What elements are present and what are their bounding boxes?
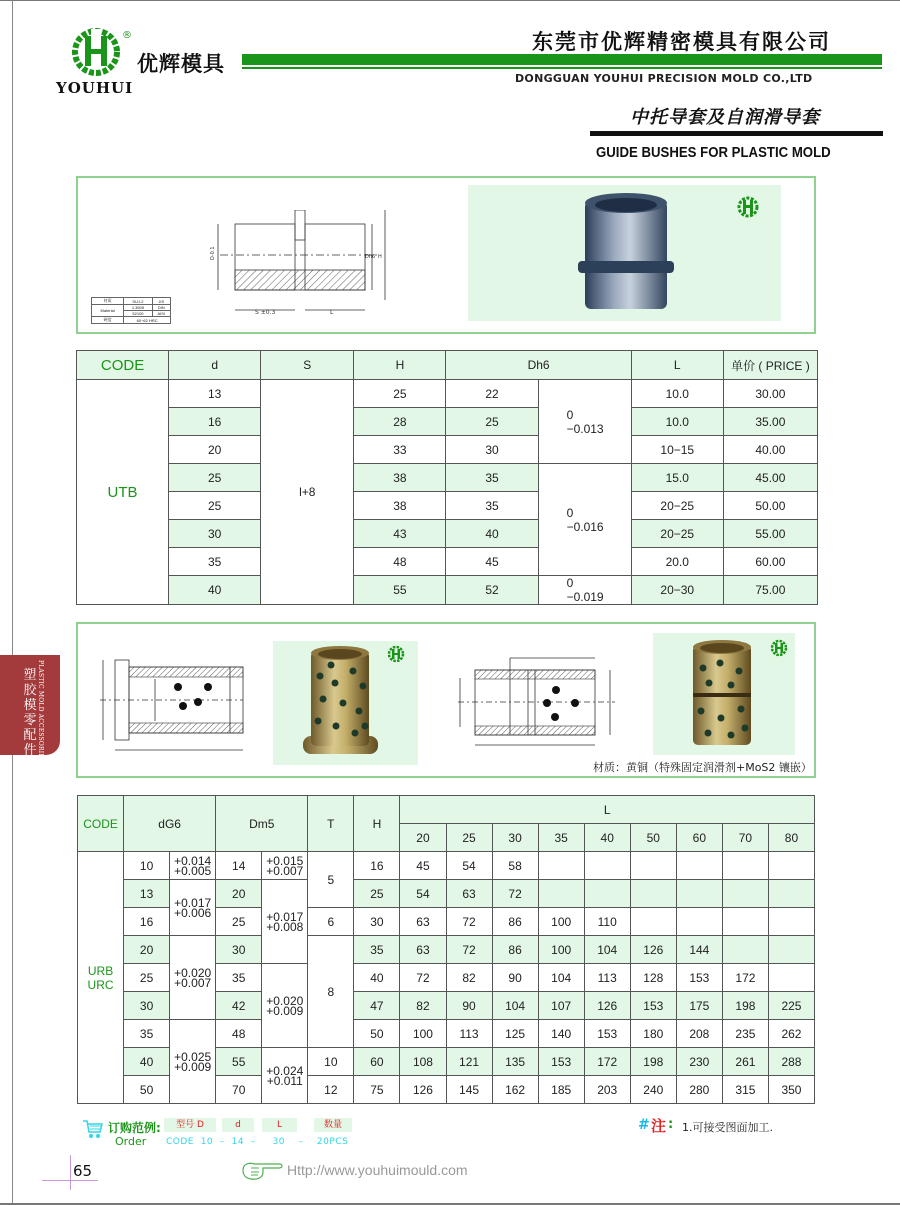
cell-h: 60 xyxy=(354,1048,400,1076)
cell-d: 40 xyxy=(124,1048,170,1076)
cell-price: 75.00 xyxy=(723,576,817,605)
cell-dm5: 55 xyxy=(216,1048,262,1076)
order-chip-qty: 数量 xyxy=(314,1118,352,1132)
urb-technical-drawing xyxy=(95,655,250,755)
cell-h: 55 xyxy=(354,576,446,605)
cell-d: 30 xyxy=(124,992,170,1020)
cell-l: 20.0 xyxy=(631,548,723,576)
website-url[interactable]: Http://www.youhuimould.com xyxy=(287,1162,468,1178)
cell-dh6-tol: 0 −0.016 xyxy=(538,464,631,576)
table-row: 35 +0.025 +0.009 48 50 100 113 125 140 153 180 208 235 262 xyxy=(78,1020,815,1048)
steel-bushing-image xyxy=(468,185,781,321)
cell-d: 20 xyxy=(169,436,261,464)
note-text: 1.可接受图面加工. xyxy=(682,1121,773,1134)
cell-h: 50 xyxy=(354,1020,400,1048)
header-divider xyxy=(242,54,882,65)
cell-l: 20−25 xyxy=(631,492,723,520)
cell-l: 20−30 xyxy=(631,576,723,605)
header-divider-thin xyxy=(242,67,882,69)
cell-h: 25 xyxy=(354,380,446,408)
cell-dh6-tol: 0 −0.019 xyxy=(538,576,631,605)
cell-dh6: 30 xyxy=(446,436,538,464)
cell-d: 50 xyxy=(124,1076,170,1104)
cell-dh6-tol: 0 −0.013 xyxy=(538,380,631,464)
cell-dm5: 25 xyxy=(216,908,262,936)
cell-dm5: 35 xyxy=(216,964,262,992)
pointing-hand-icon xyxy=(241,1160,285,1182)
cell-s: l+8 xyxy=(261,380,354,605)
col-h: H xyxy=(354,796,400,852)
cell-dm5-tol: +0.017 +0.008 xyxy=(262,880,308,964)
cell-dm5: 48 xyxy=(216,1020,262,1048)
table-row: 16 25 6 30 63 72 86 100 110 xyxy=(78,908,815,936)
cell-h: 35 xyxy=(354,936,400,964)
table-row xyxy=(77,548,818,576)
cell-d: 35 xyxy=(169,548,261,576)
cell-dm5: 70 xyxy=(216,1076,262,1104)
table-row xyxy=(77,380,818,408)
table-row: 50 70 12 75 126 145 162 185 203 240 280 315 350 xyxy=(78,1076,815,1104)
col-l-value: 30 xyxy=(492,824,538,852)
order-example-label-cn: 订购范例: xyxy=(108,1121,161,1135)
page-number: 65 xyxy=(73,1162,93,1180)
cell-l: 10.0 xyxy=(631,380,723,408)
cell-d: 10 xyxy=(124,852,170,880)
col-l: L xyxy=(400,796,815,824)
table-row: 40 55 +0.024 +0.011 10 60 108 121 135 153 172 198 230 261 288 xyxy=(78,1048,815,1076)
col-l-value: 35 xyxy=(538,824,584,852)
table-row: 25 35 +0.020 +0.009 40 72 82 90 104 113 128 153 172 xyxy=(78,964,815,992)
material-spec-table: 材质 SUJ-2 JIS Material 1.3505 DIN 52100 AISI 硬度 60~62 HRC xyxy=(91,297,171,324)
cell-d-tol: +0.025 +0.009 xyxy=(170,1020,216,1104)
cell-dm5: 14 xyxy=(216,852,262,880)
col-dg6: dG6 xyxy=(124,796,216,852)
code-utb: UTB xyxy=(77,380,169,605)
cell-d: 13 xyxy=(124,880,170,908)
cell-d: 25 xyxy=(169,492,261,520)
cell-dh6: 52 xyxy=(446,576,538,605)
cell-d: 20 xyxy=(124,936,170,964)
cell-h: 25 xyxy=(354,880,400,908)
order-chip-l: L xyxy=(262,1118,297,1132)
svg-text:S ±0.3: S ±0.3 xyxy=(255,309,276,316)
svg-text:H: H xyxy=(378,254,382,260)
cell-t: 8 xyxy=(308,936,354,1048)
order-chip-d: d xyxy=(222,1118,254,1132)
cell-h: 48 xyxy=(354,548,446,576)
table-row xyxy=(77,520,818,548)
col-dh6: Dh6 xyxy=(446,351,631,380)
col-l-value: 70 xyxy=(722,824,768,852)
cell-dh6: 40 xyxy=(446,520,538,548)
flanged-bronze-bushing-image xyxy=(273,641,418,765)
col-l-value: 25 xyxy=(446,824,492,852)
table-row xyxy=(77,576,818,605)
cell-price: 45.00 xyxy=(723,464,817,492)
page-title-en: GUIDE BUSHES FOR PLASTIC MOLD xyxy=(596,144,831,161)
col-l-value: 20 xyxy=(400,824,446,852)
title-divider xyxy=(590,131,883,136)
cell-h: 47 xyxy=(354,992,400,1020)
cell-dm5-tol: +0.024 +0.011 xyxy=(262,1048,308,1104)
cell-d: 13 xyxy=(169,380,261,408)
svg-text:®: ® xyxy=(122,30,132,41)
cell-d: 30 xyxy=(169,520,261,548)
urc-technical-drawing xyxy=(450,650,640,750)
straight-bronze-bushing-image xyxy=(653,633,795,755)
category-label-cn: 塑胶模零配件 xyxy=(23,668,37,758)
table-row: 30 42 47 82 90 104 107 126 153 175 198 225 xyxy=(78,992,815,1020)
table-row xyxy=(77,408,818,436)
svg-text:L: L xyxy=(330,309,334,316)
utb-product-photo xyxy=(468,185,781,321)
urc-product-photo xyxy=(653,633,795,755)
top-border xyxy=(0,0,900,1)
cell-dm5-tol: +0.015 +0.007 xyxy=(262,852,308,880)
note-hash: # xyxy=(638,1117,650,1133)
table-row: URB URC 10 +0.014 +0.005 14 +0.015 +0.007 5 16 45 54 58 xyxy=(78,852,815,880)
col-t: T xyxy=(308,796,354,852)
cell-h: 38 xyxy=(354,464,446,492)
company-name-en: DONGGUAN YOUHUI PRECISION MOLD CO.,LTD xyxy=(515,72,813,85)
col-l-value: 40 xyxy=(584,824,630,852)
col-l-value: 60 xyxy=(676,824,722,852)
cell-l: 10−15 xyxy=(631,436,723,464)
svg-text:Dh6: Dh6 xyxy=(365,254,376,260)
cell-dm5-tol: +0.020 +0.009 xyxy=(262,964,308,1048)
cell-h: 30 xyxy=(354,908,400,936)
cell-d-tol: +0.020 +0.007 xyxy=(170,936,216,1020)
cell-dm5: 42 xyxy=(216,992,262,1020)
note-title: 注 xyxy=(651,1117,667,1135)
cell-d: 25 xyxy=(169,464,261,492)
cell-h: 75 xyxy=(354,1076,400,1104)
order-chip-model: 型号 D xyxy=(164,1118,216,1132)
svg-text:D-0.1: D-0.1 xyxy=(210,246,216,260)
utb-technical-drawing xyxy=(210,210,390,320)
company-name-cn: 东莞市优辉精密模具有限公司 xyxy=(532,30,831,54)
order-example-label-en: Order xyxy=(115,1135,147,1148)
cell-h: 38 xyxy=(354,492,446,520)
page-number-rule-vertical xyxy=(70,1155,71,1190)
urb-product-photo xyxy=(273,641,418,765)
cell-dh6: 22 xyxy=(446,380,538,408)
cell-d: 25 xyxy=(124,964,170,992)
code-urb-urc: URB URC xyxy=(78,852,124,1104)
table-row: 20 +0.020 +0.007 30 8 35 63 72 86 100 104 126 144 xyxy=(78,936,815,964)
cell-d: 16 xyxy=(124,908,170,936)
cell-dh6: 45 xyxy=(446,548,538,576)
table-row xyxy=(77,464,818,492)
col-dm5: Dm5 xyxy=(216,796,308,852)
cell-dh6: 25 xyxy=(446,408,538,436)
cell-dh6: 35 xyxy=(446,464,538,492)
cell-h: 43 xyxy=(354,520,446,548)
cell-t: 12 xyxy=(308,1076,354,1104)
cell-l: 20−25 xyxy=(631,520,723,548)
col-price: 单价 ( PRICE ) xyxy=(723,351,817,380)
cell-price: 40.00 xyxy=(723,436,817,464)
cell-l: 15.0 xyxy=(631,464,723,492)
col-d: d xyxy=(169,351,261,380)
cell-h: 16 xyxy=(354,852,400,880)
cell-d: 16 xyxy=(169,408,261,436)
table-row xyxy=(77,436,818,464)
cell-dm5: 20 xyxy=(216,880,262,908)
cell-h: 33 xyxy=(354,436,446,464)
table-row: 13 +0.017 +0.006 20 +0.017 +0.008 25 54 63 72 xyxy=(78,880,815,908)
col-code: CODE xyxy=(78,796,124,852)
material-note: 材质：黄铜（特殊固定润滑剂+MoS2 镶嵌） xyxy=(593,761,812,774)
left-border xyxy=(12,0,13,1205)
cell-price: 50.00 xyxy=(723,492,817,520)
cell-l: 10.0 xyxy=(631,408,723,436)
urb-urc-spec-table xyxy=(77,795,815,1104)
cell-d-tol: +0.014 +0.005 xyxy=(170,852,216,880)
cell-t: 10 xyxy=(308,1048,354,1076)
cell-price: 35.00 xyxy=(723,408,817,436)
col-l: L xyxy=(631,351,723,380)
note-colon: : xyxy=(668,1117,674,1132)
cell-h: 40 xyxy=(354,964,400,992)
cell-price: 55.00 xyxy=(723,520,817,548)
col-s: S xyxy=(261,351,354,380)
cell-d: 35 xyxy=(124,1020,170,1048)
brand-name-en: YOUHUI xyxy=(56,79,134,97)
cell-price: 60.00 xyxy=(723,548,817,576)
col-h: H xyxy=(354,351,446,380)
cell-t: 5 xyxy=(308,852,354,908)
col-l-value: 80 xyxy=(768,824,814,852)
cell-price: 30.00 xyxy=(723,380,817,408)
utb-spec-table xyxy=(76,350,818,605)
category-label-en: PLASTIC MOLD ACCESSORIES xyxy=(37,660,44,763)
cell-dm5: 30 xyxy=(216,936,262,964)
col-l-value: 50 xyxy=(630,824,676,852)
cell-t: 6 xyxy=(308,908,354,936)
cell-d: 40 xyxy=(169,576,261,605)
page-title-cn: 中托导套及自润滑导套 xyxy=(630,107,820,128)
cell-dh6: 35 xyxy=(446,492,538,520)
cell-d-tol: +0.017 +0.006 xyxy=(170,880,216,936)
brand-name-cn: 优辉模具 xyxy=(137,52,225,76)
table-row xyxy=(77,492,818,520)
col-code: CODE xyxy=(77,351,169,380)
order-example-code: CODE 10 – 14 – 30 – 20PCS xyxy=(166,1137,349,1147)
cell-h: 28 xyxy=(354,408,446,436)
shopping-cart-icon xyxy=(82,1118,104,1140)
